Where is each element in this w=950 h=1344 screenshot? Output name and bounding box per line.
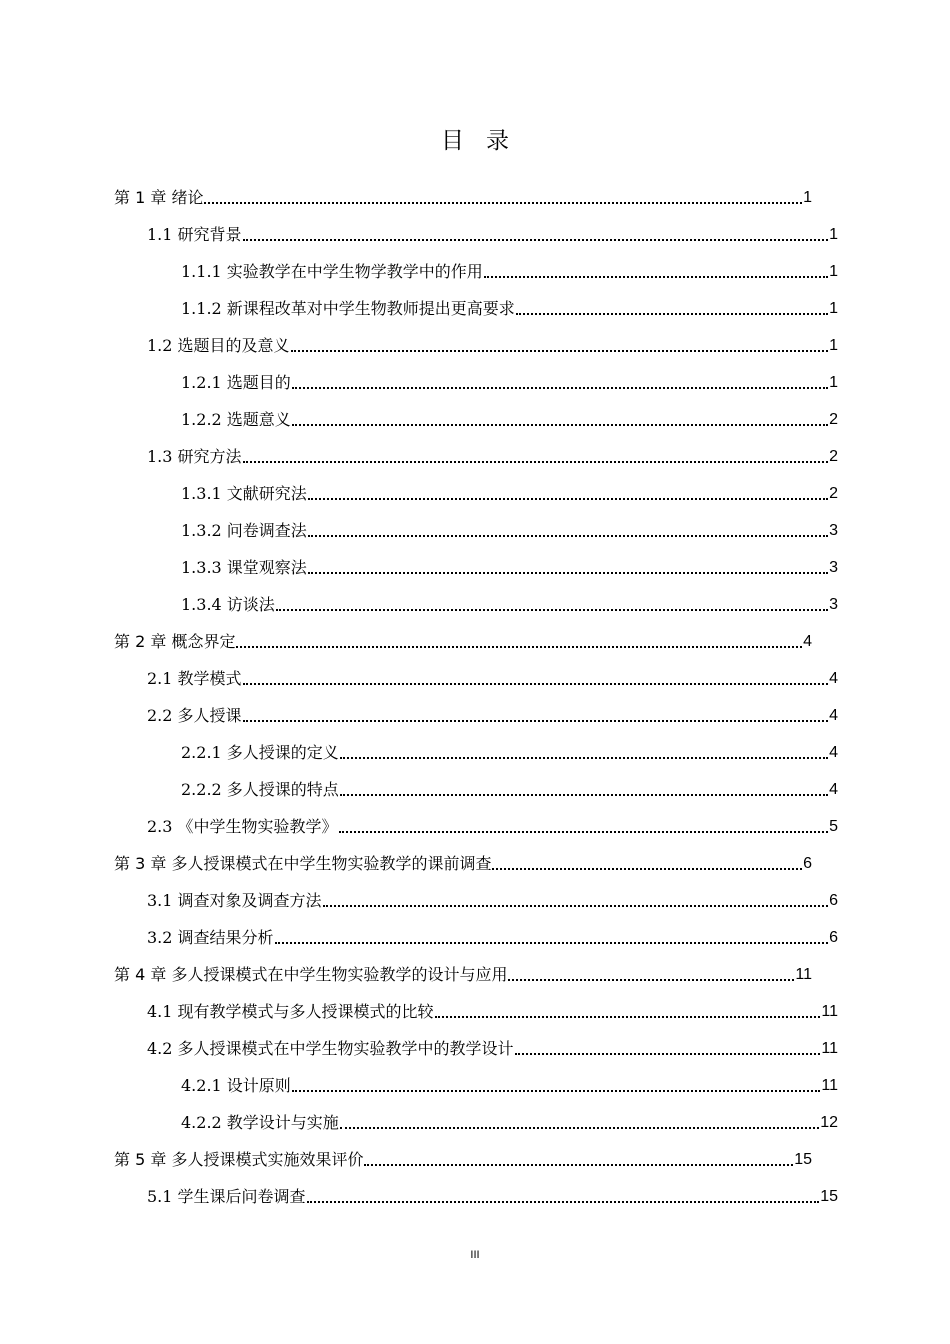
toc-entry[interactable] xyxy=(114,1025,838,1062)
dot-leader xyxy=(243,706,829,726)
toc-entry[interactable] xyxy=(114,803,838,840)
dot-leader xyxy=(515,1039,821,1059)
toc-entry-page: 1 xyxy=(829,374,838,391)
toc-entry[interactable] xyxy=(114,433,838,470)
dot-leader xyxy=(276,595,828,615)
toc-entry[interactable] xyxy=(114,988,838,1025)
toc-entry-page: 4 xyxy=(803,633,812,650)
toc-entry-label: 第 2 章 概念界定 xyxy=(114,632,236,651)
toc-entry-page: 4 xyxy=(829,670,838,687)
toc-entry[interactable] xyxy=(114,470,838,507)
toc-entry-page: 4 xyxy=(829,744,838,761)
dot-leader xyxy=(323,891,829,911)
toc-chapter-entry[interactable] xyxy=(114,840,838,877)
toc-entry-page: 6 xyxy=(829,929,838,946)
toc-entry-page: 3 xyxy=(829,596,838,613)
dot-leader xyxy=(292,410,828,430)
toc-entry-page: 12 xyxy=(820,1114,838,1131)
toc-entry-page: 1 xyxy=(829,337,838,354)
toc-entry[interactable] xyxy=(114,766,838,803)
dot-leader xyxy=(236,632,802,652)
toc-entry-label: 第 1 章 绪论 xyxy=(114,188,204,207)
toc-entry-label: 1.1 研究背景 xyxy=(147,225,242,244)
toc-entry-label: 1.3.4 访谈法 xyxy=(181,595,275,614)
toc-entry-page: 1 xyxy=(829,263,838,280)
dot-leader xyxy=(339,817,829,837)
toc-entry-label: 1.3 研究方法 xyxy=(147,447,242,466)
toc-entry-page: 11 xyxy=(821,1077,838,1094)
page-number: III xyxy=(470,1249,480,1261)
toc-entry[interactable] xyxy=(114,248,838,285)
toc-entry[interactable] xyxy=(114,655,838,692)
toc-entry-page: 4 xyxy=(829,707,838,724)
toc-entry-page: 4 xyxy=(829,781,838,798)
toc-entry-label: 3.1 调查对象及调查方法 xyxy=(147,891,322,910)
toc-entry-page: 6 xyxy=(803,855,812,872)
toc-entry-page: 5 xyxy=(829,818,838,835)
toc-entry-label: 1.1.2 新课程改革对中学生物教师提出更高要求 xyxy=(181,299,515,318)
toc-entry[interactable] xyxy=(114,914,838,951)
toc-entry[interactable] xyxy=(114,1099,838,1136)
page-title: 目录 xyxy=(441,128,531,154)
toc-entry[interactable] xyxy=(114,285,838,322)
dot-leader xyxy=(340,1113,819,1133)
toc-entry-page: 6 xyxy=(829,892,838,909)
toc-entry-page: 3 xyxy=(829,559,838,576)
table-of-contents xyxy=(114,174,838,1210)
dot-leader xyxy=(435,1002,821,1022)
toc-entry-label: 第 4 章 多人授课模式在中学生物实验教学的设计与应用 xyxy=(114,965,508,984)
toc-entry-label: 4.2.1 设计原则 xyxy=(181,1076,291,1095)
toc-entry[interactable] xyxy=(114,1173,838,1210)
toc-entry-page: 2 xyxy=(829,485,838,502)
dot-leader xyxy=(508,965,794,985)
dot-leader xyxy=(340,780,828,800)
toc-entry[interactable] xyxy=(114,544,838,581)
dot-leader xyxy=(308,521,828,541)
toc-entry[interactable] xyxy=(114,1062,838,1099)
toc-entry-label: 1.2 选题目的及意义 xyxy=(147,336,290,355)
dot-leader xyxy=(516,299,828,319)
toc-entry-page: 2 xyxy=(829,448,838,465)
toc-entry[interactable] xyxy=(114,396,838,433)
toc-entry-page: 15 xyxy=(794,1151,812,1168)
toc-entry-page: 11 xyxy=(821,1003,838,1020)
toc-entry-label: 4.1 现有教学模式与多人授课模式的比较 xyxy=(147,1002,434,1021)
toc-entry[interactable] xyxy=(114,322,838,359)
toc-entry[interactable] xyxy=(114,507,838,544)
toc-entry-label: 1.3.1 文献研究法 xyxy=(181,484,307,503)
toc-entry[interactable] xyxy=(114,359,838,396)
toc-entry-page: 3 xyxy=(829,522,838,539)
dot-leader xyxy=(364,1150,793,1170)
toc-entry-label: 1.2.1 选题目的 xyxy=(181,373,291,392)
dot-leader xyxy=(492,854,802,874)
toc-entry-label: 1.2.2 选题意义 xyxy=(181,410,291,429)
toc-entry[interactable] xyxy=(114,877,838,914)
dot-leader xyxy=(243,669,829,689)
toc-entry-label: 2.2 多人授课 xyxy=(147,706,242,725)
toc-entry-page: 1 xyxy=(803,189,812,206)
toc-entry-label: 4.2 多人授课模式在中学生物实验教学中的教学设计 xyxy=(147,1039,514,1058)
toc-entry-label: 第 5 章 多人授课模式实施效果评价 xyxy=(114,1150,364,1169)
dot-leader xyxy=(484,262,828,282)
toc-entry-label: 1.1.1 实验教学在中学生物学教学中的作用 xyxy=(181,262,483,281)
toc-entry-page: 11 xyxy=(821,1040,838,1057)
toc-entry-page: 1 xyxy=(829,300,838,317)
dot-leader xyxy=(308,484,828,504)
toc-chapter-entry[interactable] xyxy=(114,618,838,655)
dot-leader xyxy=(292,1076,821,1096)
toc-entry-label: 4.2.2 教学设计与实施 xyxy=(181,1113,339,1132)
toc-entry-label: 5.1 学生课后问卷调查 xyxy=(147,1187,306,1206)
toc-chapter-entry[interactable] xyxy=(114,174,838,211)
dot-leader xyxy=(307,1187,820,1207)
dot-leader xyxy=(243,225,829,245)
dot-leader xyxy=(292,373,828,393)
dot-leader xyxy=(340,743,828,763)
toc-entry-page: 15 xyxy=(820,1188,838,1205)
toc-entry-label: 2.2.2 多人授课的特点 xyxy=(181,780,339,799)
toc-entry[interactable] xyxy=(114,729,838,766)
toc-chapter-entry[interactable] xyxy=(114,951,838,988)
toc-entry-label: 2.1 教学模式 xyxy=(147,669,242,688)
toc-chapter-entry[interactable] xyxy=(114,1136,838,1173)
dot-leader xyxy=(291,336,829,356)
toc-entry-page: 2 xyxy=(829,411,838,428)
toc-entry-label: 第 3 章 多人授课模式在中学生物实验教学的课前调查 xyxy=(114,854,492,873)
toc-entry[interactable] xyxy=(114,581,838,618)
dot-leader xyxy=(243,447,829,467)
dot-leader xyxy=(275,928,829,948)
dot-leader xyxy=(204,188,802,208)
toc-entry-label: 1.3.2 问卷调查法 xyxy=(181,521,307,540)
toc-entry-label: 3.2 调查结果分析 xyxy=(147,928,274,947)
dot-leader xyxy=(308,558,828,578)
toc-entry-label: 2.2.1 多人授课的定义 xyxy=(181,743,339,762)
toc-entry[interactable] xyxy=(114,692,838,729)
toc-entry[interactable] xyxy=(114,211,838,248)
toc-entry-label: 1.3.3 课堂观察法 xyxy=(181,558,307,577)
toc-entry-page: 11 xyxy=(795,966,812,983)
toc-entry-page: 1 xyxy=(829,226,838,243)
toc-entry-label: 2.3 《中学生物实验教学》 xyxy=(147,817,338,836)
